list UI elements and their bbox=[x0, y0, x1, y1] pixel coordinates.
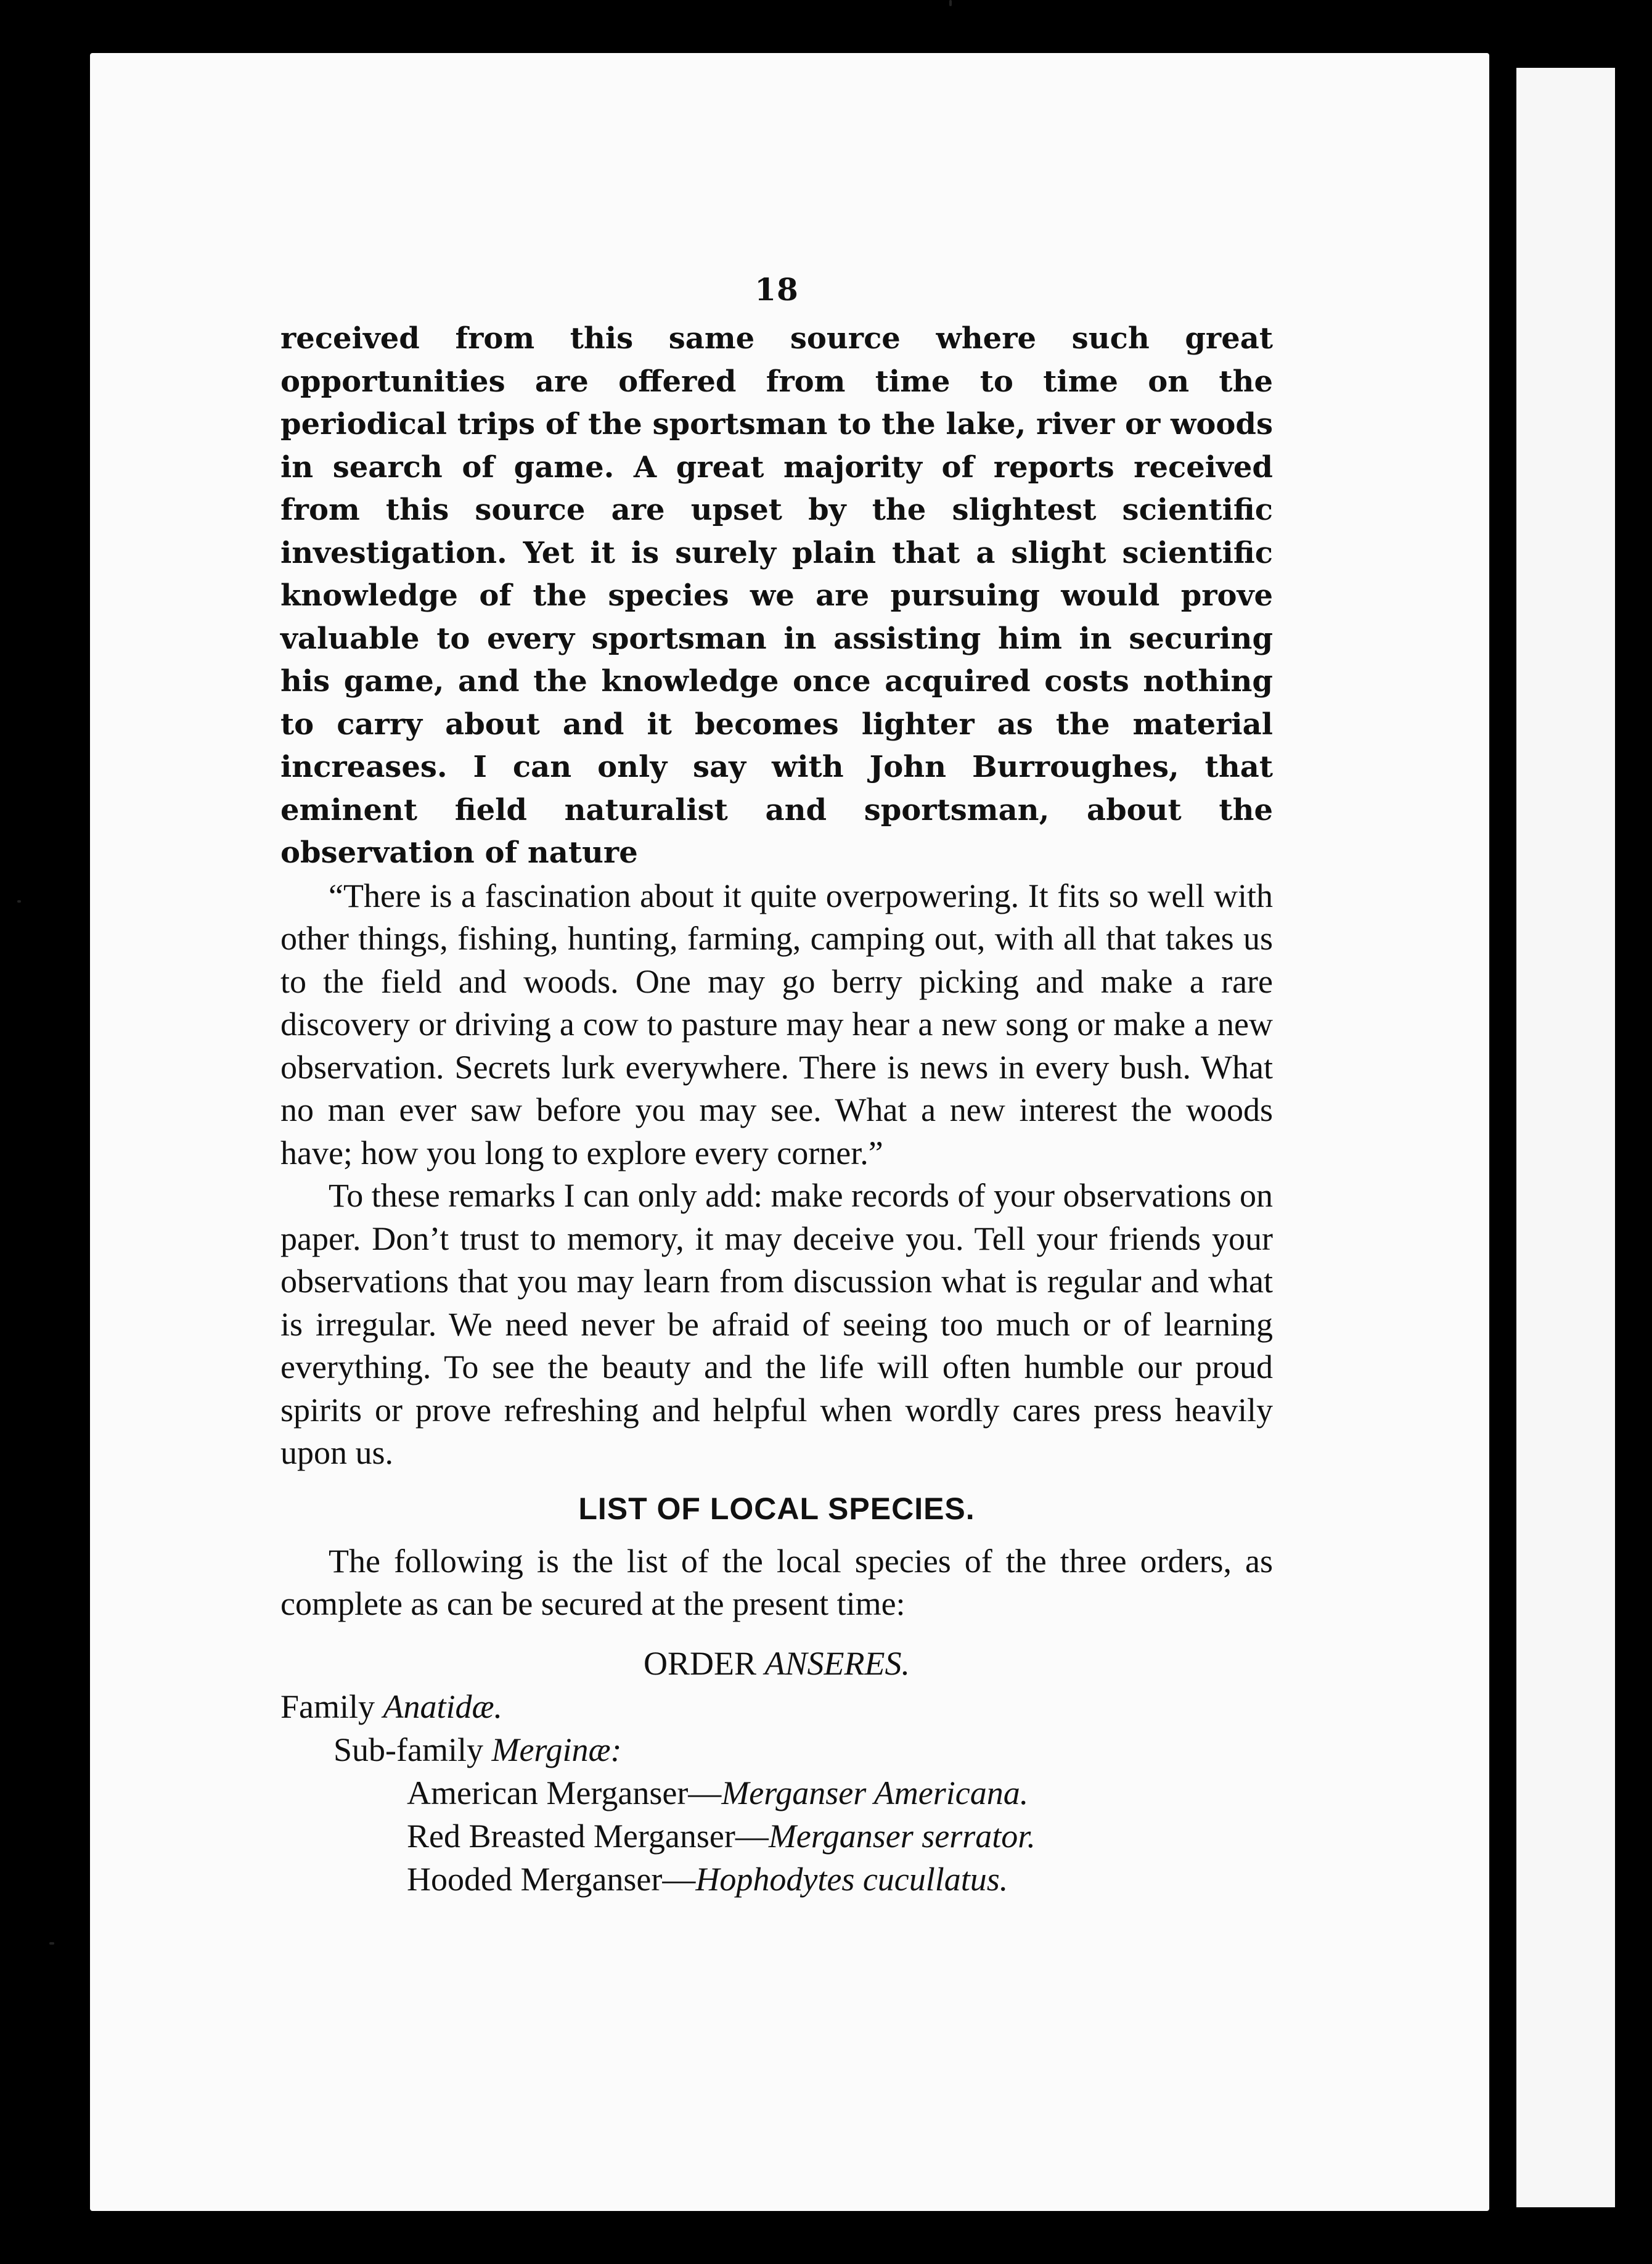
scan-speck bbox=[17, 900, 21, 903]
species-entry bbox=[407, 1858, 1273, 1901]
adjacent-page-edge bbox=[1516, 68, 1615, 2207]
body-paragraph: To these remarks I can only add: make records of your observations on paper. Don’t trust to memory, it may deceive you. Tell your friends your observations that you may learn from discussion what is regular and what is irregular. We need never be afraid of seeing too much or of learning everything. To see the beauty and the life will often humble our proud spirits or prove refreshing and helpful when wordly cares press heavily upon us. bbox=[280, 1177, 1273, 1471]
species-common-name: American Merganser— bbox=[407, 1774, 722, 1811]
quotation-paragraph: “There is a fascination about it quite overpowering. It fits so well with other things, fishing, hunting, farming, camping out, with all that takes us to the field and woods. One may go berry picking and make a rare discovery or driving a cow to pasture may hear a new song or make a new observation. Secrets lurk everywhere. There is news in every bush. What no man ever saw before you may see. What a new interest the woods have; how you long to explore every corner.” bbox=[280, 877, 1273, 1171]
scan-border bbox=[1489, 53, 1516, 2211]
section-heading: LIST OF LOCAL SPECIES. bbox=[578, 1491, 975, 1526]
species-entry bbox=[407, 1771, 1273, 1815]
species-common-name: Hooded Merganser— bbox=[407, 1860, 696, 1898]
family-name: Anatidæ. bbox=[383, 1688, 503, 1725]
page-number: 18 bbox=[754, 271, 799, 308]
species-entry bbox=[407, 1815, 1273, 1858]
order-title bbox=[280, 1642, 1273, 1685]
species-common-name: Red Breasted Merganser— bbox=[407, 1817, 769, 1855]
order-name: ANSERES. bbox=[764, 1644, 910, 1682]
page-content bbox=[280, 271, 1273, 1901]
list-intro: The following is the list of the local species of the three orders, as complete as can be secured at the present time: bbox=[280, 1542, 1273, 1622]
species-latin-name: Hophodytes cucullatus. bbox=[695, 1860, 1008, 1898]
family-label: Family bbox=[280, 1688, 375, 1725]
scan-speck bbox=[949, 0, 952, 6]
body-paragraph: received from this same source where such great opportunities are offered from time to time on the periodical trips of the sportsman to the lake, river or woods in search of game. A great majority of reports received from this source are upset by the slightest scientific investigation. Yet it is surely plain that a slight scientific knowledge of the species we are pursuing would prove valuable to every sportsman in assisting him in securing his game, and the knowledge once acquired costs nothing to carry about and it becomes lighter as the material increases. I can only say with John Burroughes, that eminent field naturalist and sportsman, about the observation of nature bbox=[280, 321, 1273, 870]
order-label: ORDER bbox=[644, 1644, 757, 1682]
species-latin-name: Merganser Americana. bbox=[721, 1774, 1029, 1811]
subfamily-line bbox=[333, 1728, 1273, 1771]
subfamily-name: Merginæ: bbox=[491, 1731, 622, 1768]
family-line bbox=[280, 1685, 1273, 1728]
scan-speck bbox=[49, 1942, 54, 1945]
subfamily-label: Sub-family bbox=[333, 1731, 483, 1768]
species-latin-name: Merganser serrator. bbox=[768, 1817, 1036, 1855]
